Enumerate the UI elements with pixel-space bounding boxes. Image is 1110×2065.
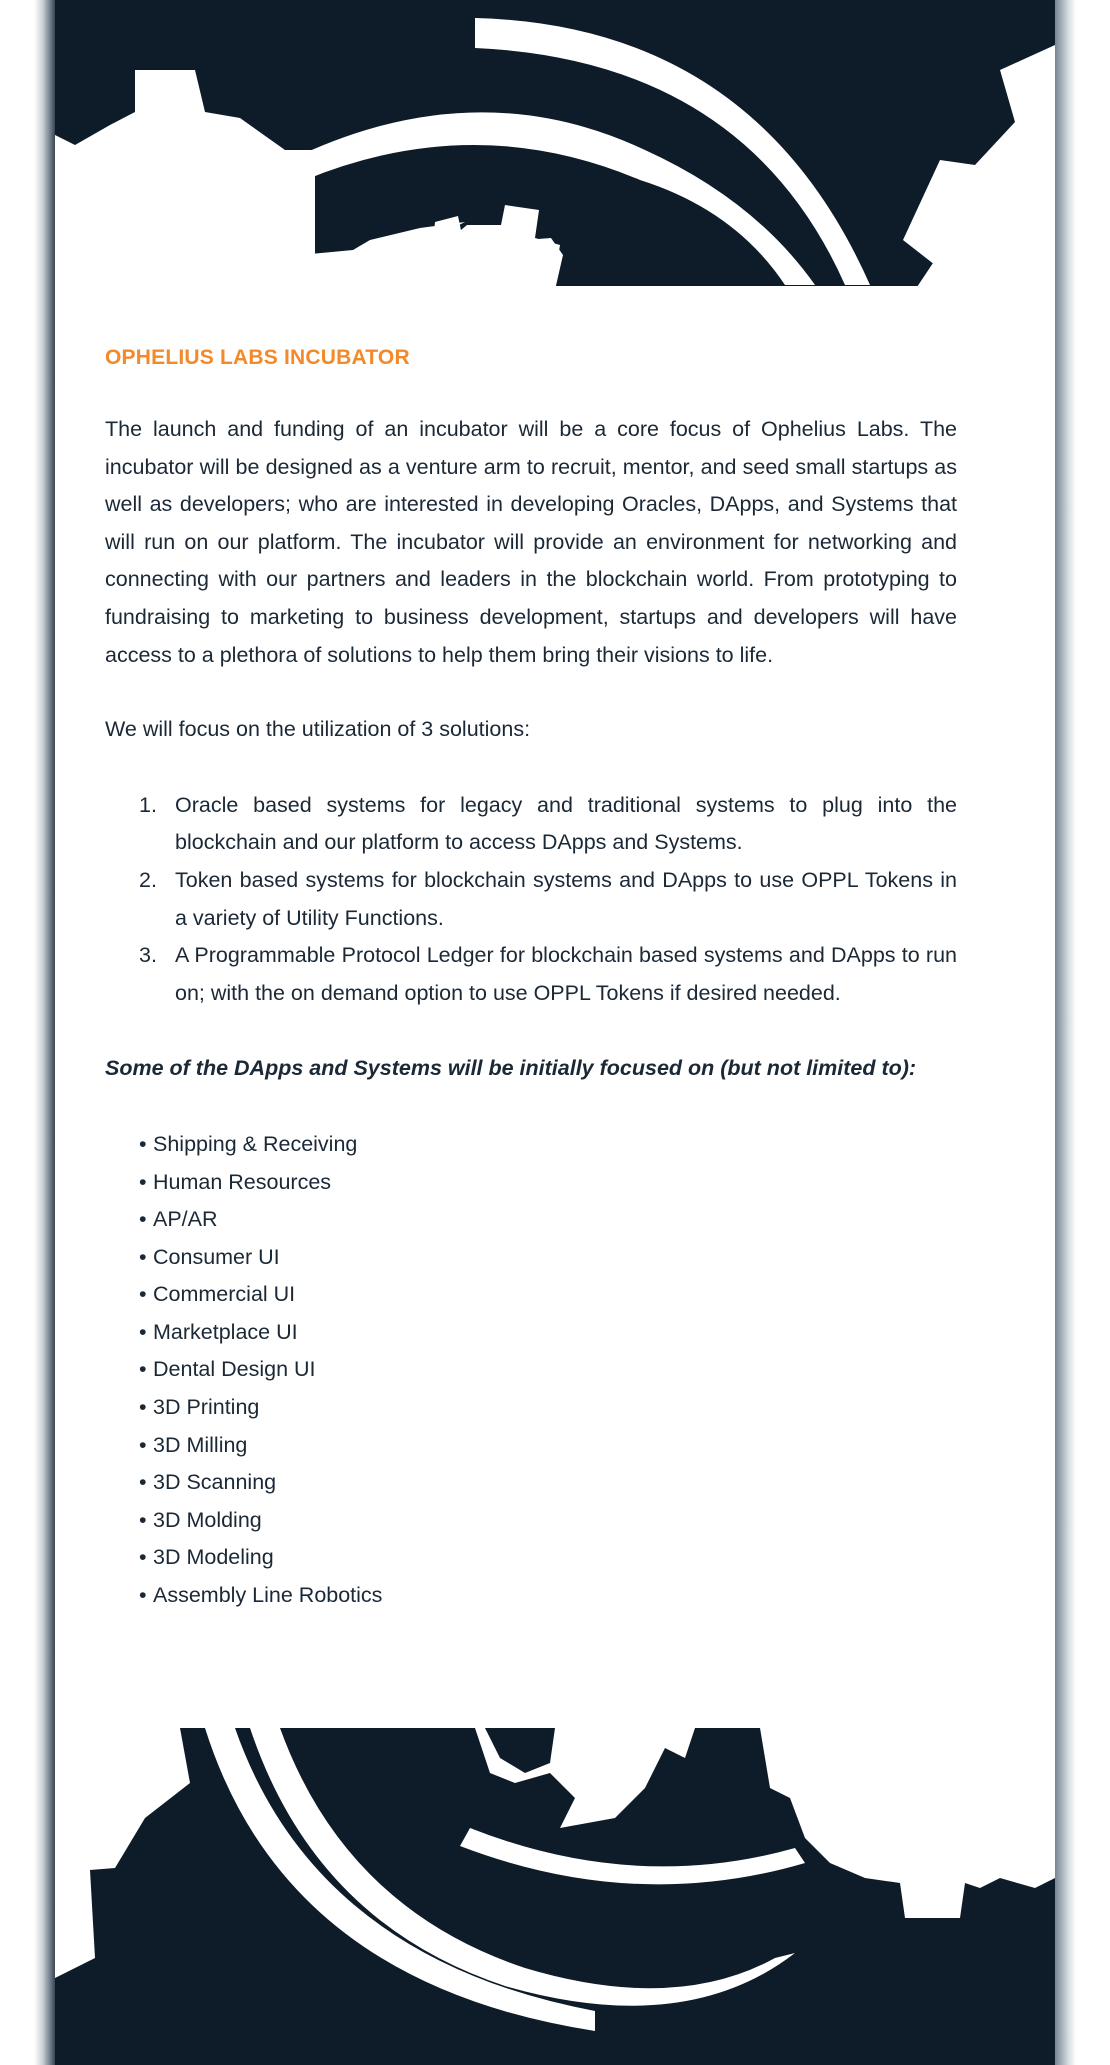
list-item-label: 3D Scanning bbox=[153, 1470, 277, 1495]
list-item bbox=[105, 1201, 957, 1239]
solution-text: Token based systems for blockchain systems and DApps to use OPPL Tokens in a variety of Utility Functions. bbox=[175, 867, 957, 930]
solution-text: Oracle based systems for legacy and traditional systems to plug into the blockchain and our platform to access DApps and Systems. bbox=[175, 792, 957, 855]
list-item bbox=[105, 1126, 957, 1164]
solution-item bbox=[105, 937, 957, 1012]
list-item-label: AP/AR bbox=[153, 1207, 218, 1232]
list-item bbox=[105, 1539, 957, 1577]
bullet: • bbox=[139, 1131, 147, 1156]
solution-number: 3. bbox=[139, 943, 157, 968]
list-item-label: Marketplace UI bbox=[153, 1319, 298, 1344]
bullet: • bbox=[139, 1432, 147, 1457]
bullet: • bbox=[139, 1357, 147, 1382]
list-item bbox=[105, 1427, 957, 1465]
list-item bbox=[105, 1464, 957, 1502]
list-item-label: 3D Molding bbox=[153, 1507, 262, 1532]
intro-paragraph: The launch and funding of an incubator will be a core focus of Ophelius Labs. The incubator will be designed as a venture arm to recruit, mentor, and seed small startups as well as developers; who are interested in developing Oracles, DApps, and Systems that will run on our platform. The incubator will provide an environment for networking and connecting with our partners and leaders in the blockchain world. From prototyping to fundraising to marketing to business development, startups and developers will have access to a plethora of solutions to help them bring their visions to life. bbox=[105, 417, 957, 667]
list-item bbox=[105, 1239, 957, 1277]
list-item bbox=[105, 1276, 957, 1314]
focus-intro: We will focus on the utilization of 3 solutions: bbox=[105, 717, 531, 742]
list-item bbox=[105, 1389, 957, 1427]
list-item-label: Shipping & Receiving bbox=[153, 1131, 358, 1156]
list-item bbox=[105, 1351, 957, 1389]
list-item-label: Consumer UI bbox=[153, 1244, 280, 1269]
bullet: • bbox=[139, 1244, 147, 1269]
list-item-label: 3D Printing bbox=[153, 1395, 260, 1420]
dapps-list bbox=[105, 1126, 957, 1615]
list-item bbox=[105, 1164, 957, 1202]
list-item bbox=[105, 1577, 957, 1615]
solution-number: 1. bbox=[139, 792, 157, 817]
bullet: • bbox=[139, 1395, 147, 1420]
list-item bbox=[105, 1502, 957, 1540]
list-item-label: 3D Modeling bbox=[153, 1545, 274, 1570]
document-page bbox=[55, 0, 1055, 2065]
bullet: • bbox=[139, 1583, 147, 1608]
solutions-list bbox=[105, 787, 957, 1013]
main-content bbox=[105, 346, 957, 1615]
bullet: • bbox=[139, 1169, 147, 1194]
bullet: • bbox=[139, 1470, 147, 1495]
bullet: • bbox=[139, 1545, 147, 1570]
bullet: • bbox=[139, 1282, 147, 1307]
solution-item bbox=[105, 787, 957, 862]
bottom-gear-decoration bbox=[55, 1728, 1055, 2065]
page-shadow-left bbox=[34, 0, 56, 2065]
bullet: • bbox=[139, 1319, 147, 1344]
section-heading: OPHELIUS LABS INCUBATOR bbox=[105, 346, 410, 369]
list-item-label: Commercial UI bbox=[153, 1282, 296, 1307]
solution-text: A Programmable Protocol Ledger for blockchain based systems and DApps to run on; with the on demand option to use OPPL Tokens if desired needed. bbox=[175, 943, 957, 1005]
list-item-label: Assembly Line Robotics bbox=[153, 1583, 383, 1608]
list-item-label: 3D Milling bbox=[153, 1432, 248, 1457]
dapps-heading: Some of the DApps and Systems will be initially focused on (but not limited to): bbox=[105, 1056, 917, 1081]
bullet: • bbox=[139, 1207, 147, 1232]
top-gear-decoration bbox=[55, 0, 1055, 290]
list-item bbox=[105, 1314, 957, 1352]
list-item-label: Human Resources bbox=[153, 1169, 332, 1194]
solution-item bbox=[105, 862, 957, 937]
solution-number: 2. bbox=[139, 867, 157, 892]
bullet: • bbox=[139, 1507, 147, 1532]
list-item-label: Dental Design UI bbox=[153, 1357, 316, 1382]
